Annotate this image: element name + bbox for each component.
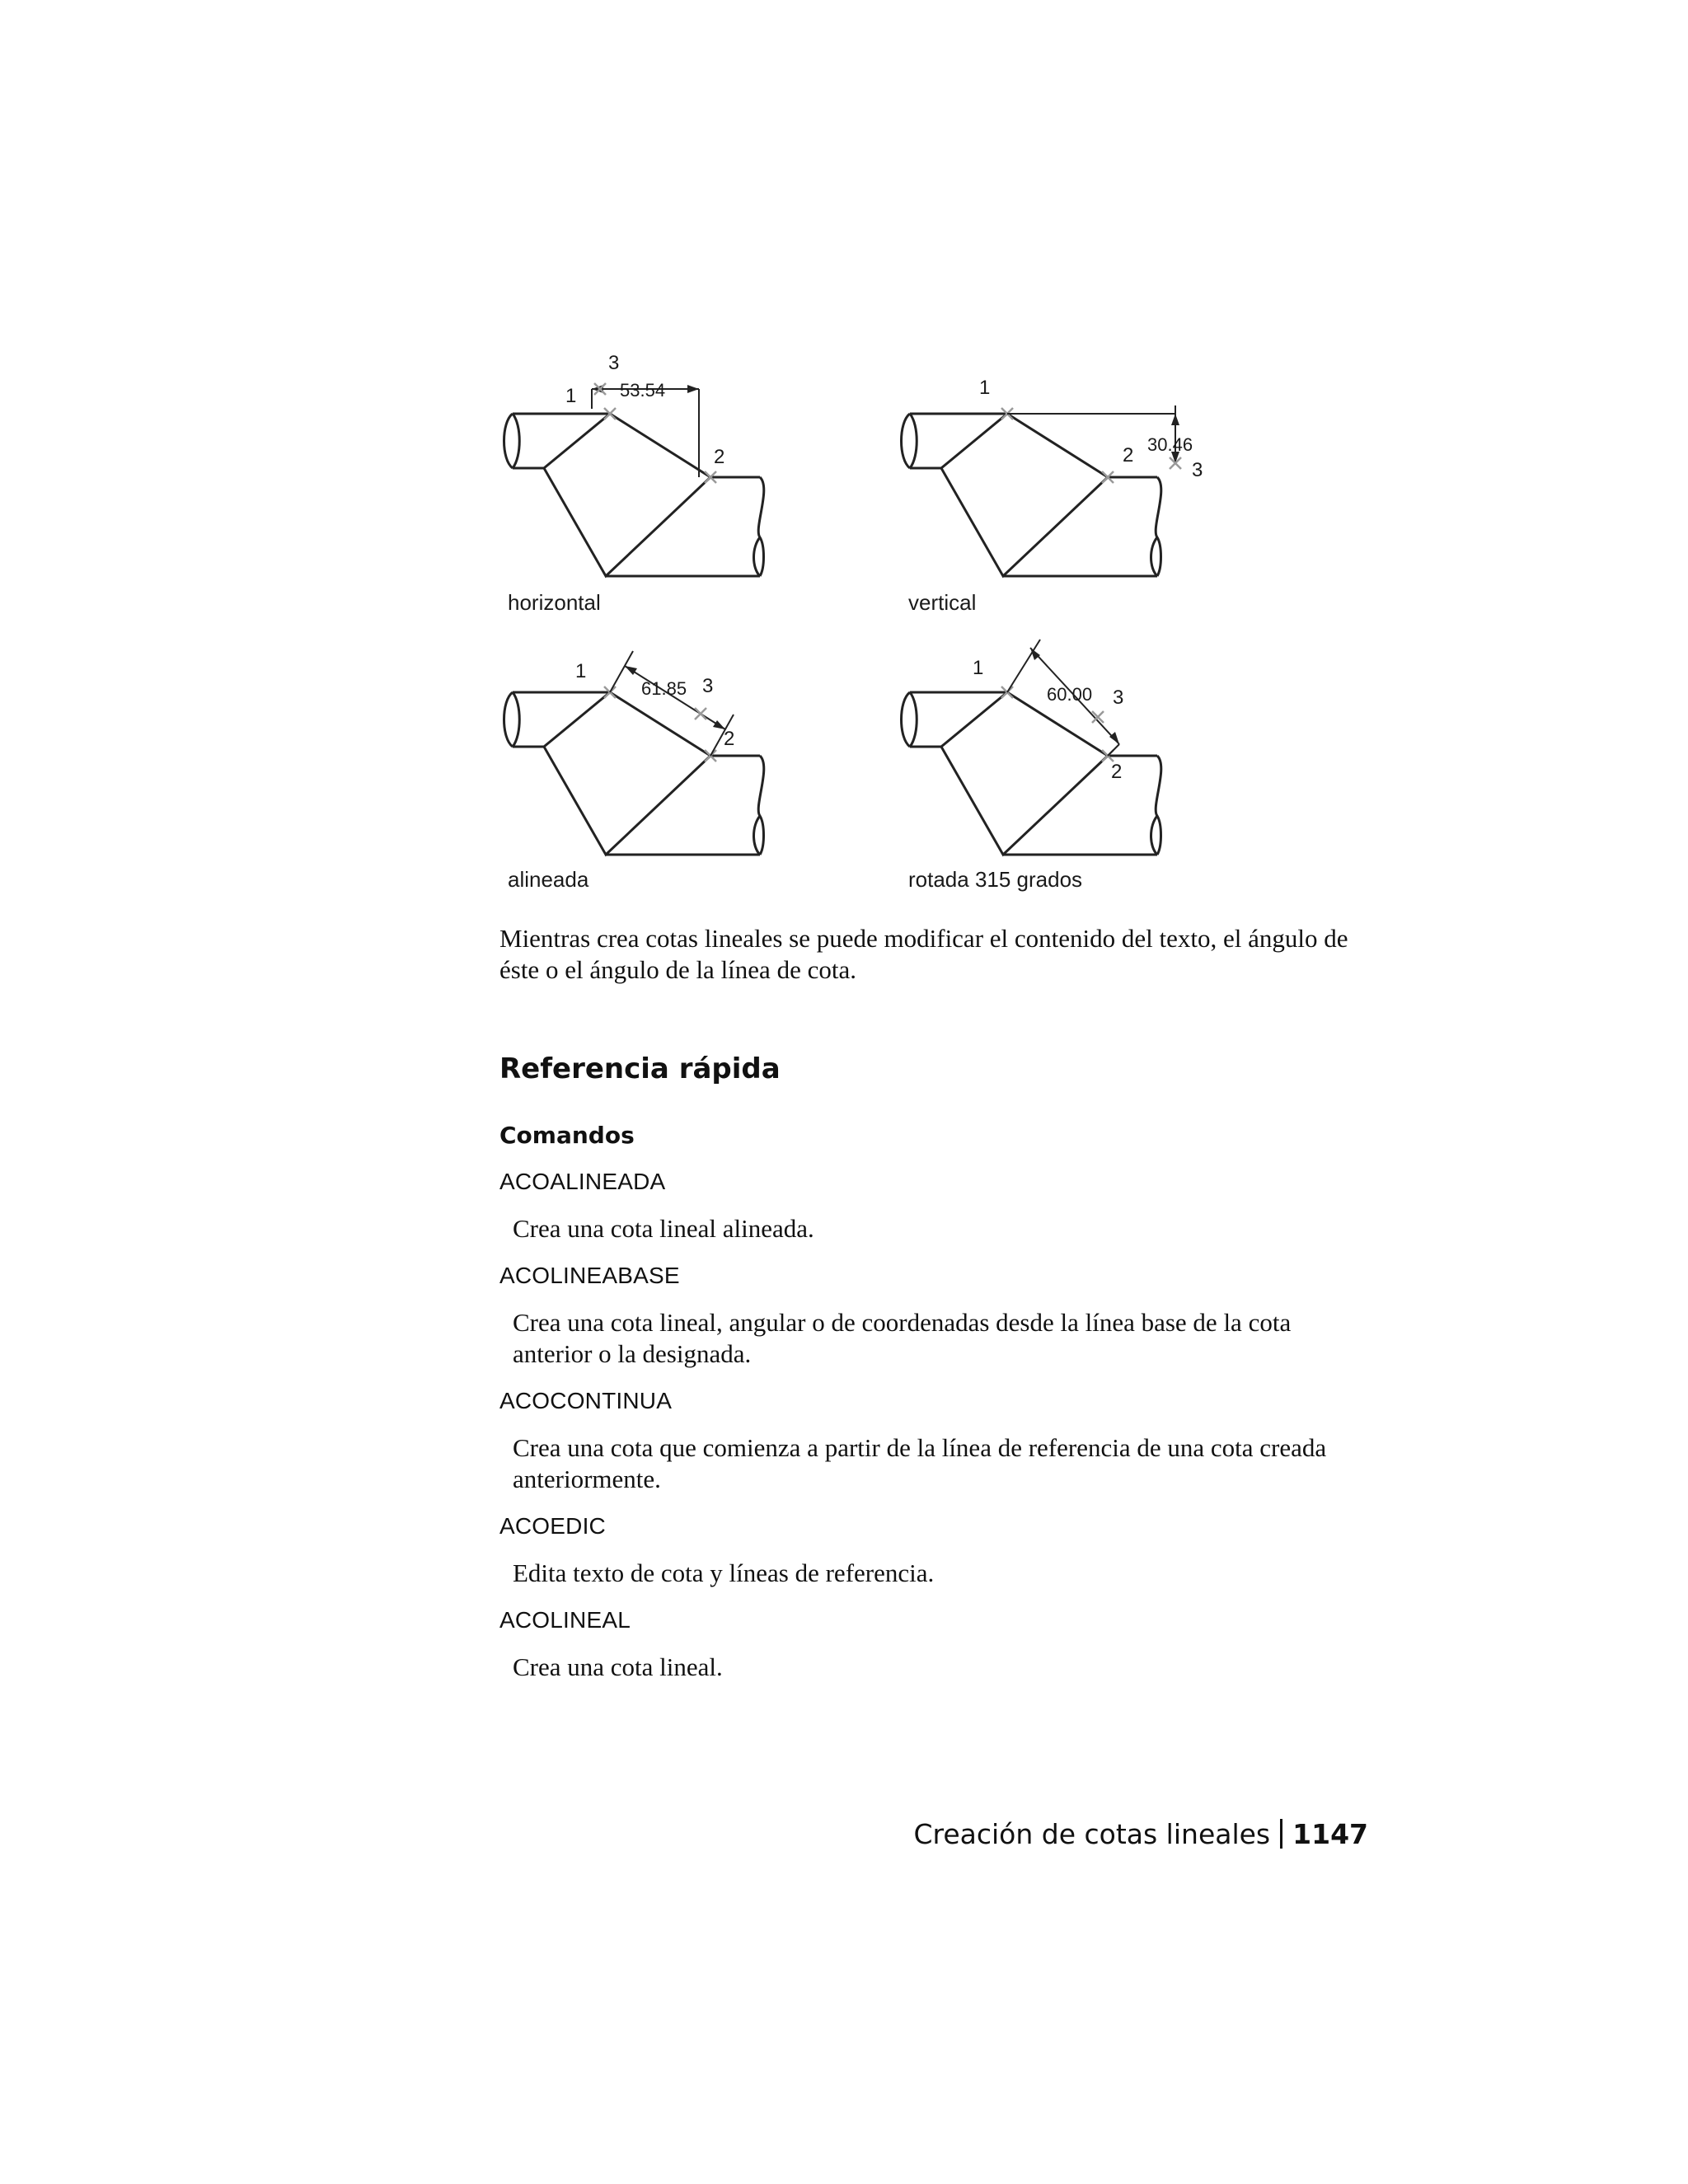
panel-rotada — [902, 640, 1161, 855]
command-name: ACOLINEABASE — [499, 1263, 680, 1288]
command-description: Edita texto de cota y líneas de referencia. — [513, 1558, 935, 1587]
page-footer — [913, 1818, 1368, 1851]
pt-horizontal-1: 1 — [565, 385, 577, 407]
footer-separator — [1280, 1819, 1282, 1849]
pt-alineada-2: 2 — [724, 728, 735, 750]
command-name: ACOEDIC — [499, 1513, 606, 1539]
command-name: ACOCONTINUA — [499, 1388, 673, 1413]
command-description: Crea una cota lineal alineada. — [513, 1214, 814, 1243]
dim-alineada-value: 61.85 — [641, 678, 687, 699]
pt-rotada-1: 1 — [973, 657, 984, 679]
command-description: Crea una cota que comienza a partir de la línea de referencia de una cota creada anteriormente. — [513, 1433, 1327, 1493]
pt-horizontal-3: 3 — [608, 352, 620, 374]
dim-horizontal-value: 53.54 — [620, 380, 666, 401]
section-title: Referencia rápida — [499, 1052, 781, 1085]
command-description: Crea una cota lineal. — [513, 1652, 723, 1681]
subsection-title: Comandos — [499, 1122, 635, 1149]
dimension-figure — [0, 0, 1688, 915]
footer-chapter-title: Creación de cotas lineales — [913, 1818, 1271, 1850]
dim-rotada-value: 60.00 — [1047, 684, 1093, 705]
command-name: ACOLINEAL — [499, 1607, 631, 1633]
pt-alineada-3: 3 — [702, 675, 714, 697]
pt-horizontal-2: 2 — [714, 446, 725, 468]
label-vertical: vertical — [908, 590, 977, 615]
command-name: ACOALINEADA — [499, 1169, 666, 1194]
pt-rotada-3: 3 — [1113, 687, 1124, 709]
panel-horizontal — [504, 383, 764, 576]
dim-vertical-value: 30.46 — [1147, 434, 1193, 455]
pt-vertical-1: 1 — [979, 377, 991, 399]
label-alineada: alineada — [508, 867, 589, 892]
pt-vertical-3: 3 — [1192, 459, 1203, 481]
pt-alineada-1: 1 — [575, 660, 587, 682]
page-content — [499, 923, 1373, 1683]
pt-vertical-2: 2 — [1123, 444, 1134, 466]
command-list — [499, 1167, 1373, 1683]
pt-rotada-2: 2 — [1111, 761, 1123, 783]
dimension-diagrams — [0, 0, 1688, 915]
page-number: 1147 — [1292, 1818, 1368, 1850]
command-description: Crea una cota lineal, angular o de coordenadas desde la línea base de la cota anterior o la designada. — [513, 1308, 1292, 1368]
label-rotada: rotada 315 grados — [908, 867, 1083, 892]
panel-vertical — [902, 405, 1182, 576]
intro-paragraph: Mientras crea cotas lineales se puede modificar el contenido del texto, el ángulo de éste o el ángulo de la línea de cota. — [499, 924, 1348, 984]
label-horizontal: horizontal — [508, 590, 601, 615]
panel-alineada — [504, 651, 764, 855]
